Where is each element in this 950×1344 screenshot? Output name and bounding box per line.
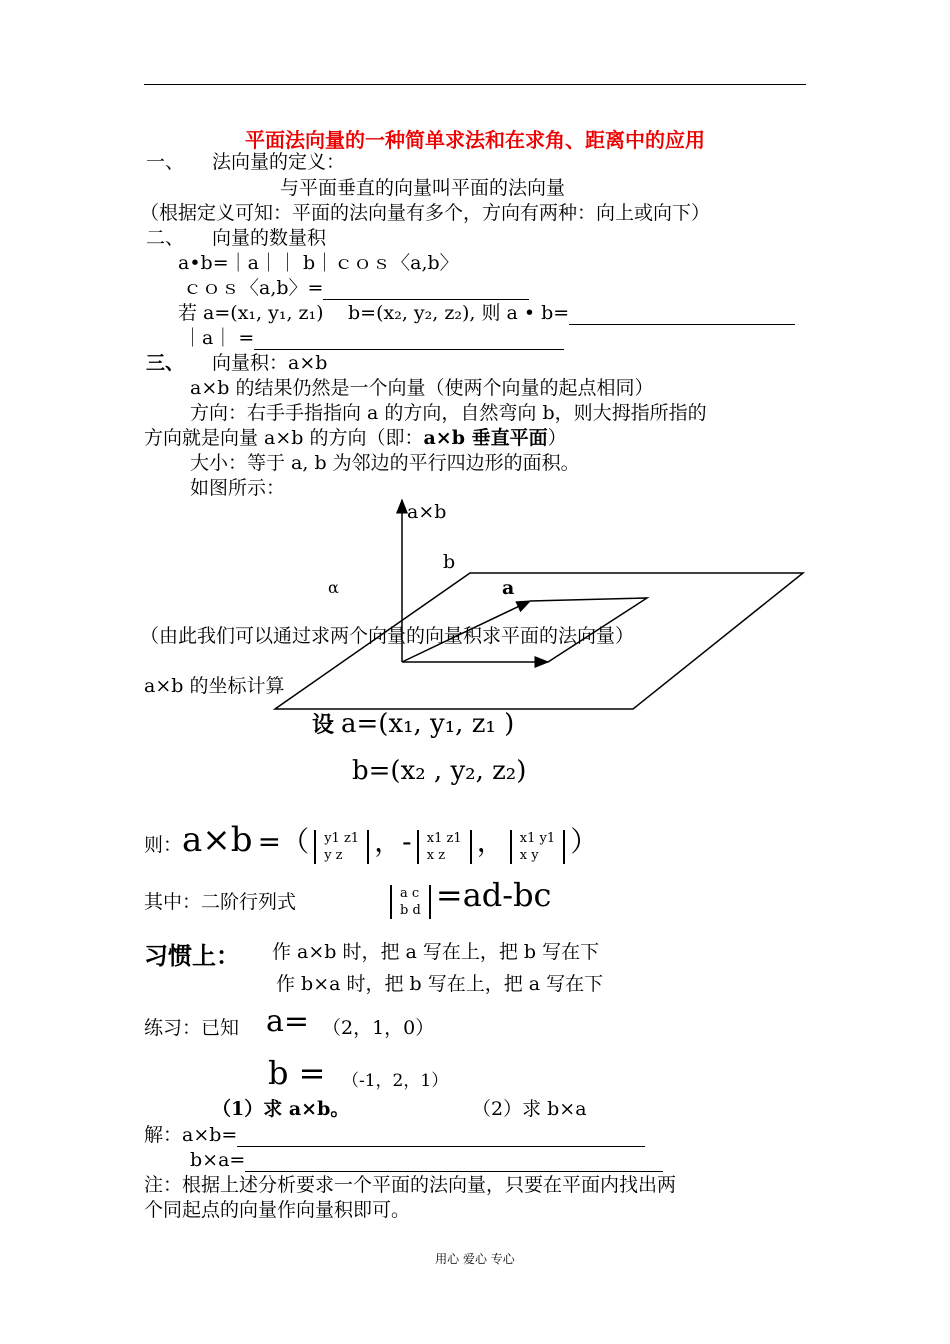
determinant-xz: [417, 830, 472, 864]
habit-label: 习惯上：: [144, 941, 240, 970]
cross-product-p2a: 方向：右手手指指向 a 的方向，自然弯向 b，则大拇指所指的: [190, 402, 707, 424]
solution-blank-2: [245, 1151, 663, 1172]
definition-text: 与平面垂直的向量叫平面的法向量: [280, 177, 566, 199]
set-label: 设: [312, 712, 335, 738]
label-b: b: [443, 551, 456, 573]
habit-line2: 作 b×a 时，把 b 写在上，把 a 写在下: [276, 973, 604, 995]
axb-big: a×b: [182, 820, 253, 860]
p2b-pre: 方向就是向量 a×b 的方向（即：: [144, 427, 424, 449]
given-a: 若 a=(x₁, y₁, z₁): [178, 302, 324, 324]
determinant-abcd: [390, 885, 431, 919]
det-label: 其中：二阶行列式: [144, 891, 297, 913]
p2b-bold: a×b 垂直平面: [423, 427, 548, 449]
sep-comma: ，: [476, 825, 505, 858]
exercise-b-value: （-1，2，1）: [342, 1071, 449, 1091]
det-result: =ad-bc: [435, 876, 552, 914]
b-definition: b=(x₂ , y₂, z₂): [352, 756, 527, 786]
solution-label-2: b×a=: [190, 1149, 246, 1171]
question-2: （2）求 b×a: [472, 1098, 587, 1120]
cross-formula: [144, 820, 598, 864]
sep-minus: ，-: [374, 825, 412, 858]
det2-row2: x z: [426, 847, 446, 863]
page-footer: 用心 爱心 专心: [435, 1252, 515, 1266]
cos-label: ｃｏｓ〈a,b〉=: [183, 277, 324, 299]
label-axb: a×b: [407, 501, 447, 523]
cross-product-p1: a×b 的结果仍然是一个向量（使两个向量的起点相同）: [190, 377, 654, 399]
det3-row1: x1 y1: [519, 830, 556, 846]
det3-row2: x y: [519, 847, 539, 863]
section1-number: 一、: [146, 151, 185, 173]
definition-note: （根据定义可知：平面的法向量有多个，方向有两种：向上或向下）: [140, 202, 711, 224]
dot-product-formula: a•b=｜a｜｜ b｜ｃｏｓ〈a,b〉: [178, 252, 459, 274]
solution-blank-1: [237, 1126, 645, 1147]
norm-label: ｜a｜ =: [183, 327, 255, 349]
a-definition: a=(x₁, y₁, z₁ ): [341, 709, 515, 739]
exercise-label: 练习：已知: [144, 1017, 240, 1039]
exercise-a: a=: [266, 1004, 310, 1039]
solution-line1: [144, 1123, 645, 1147]
solution-line2: [190, 1148, 663, 1172]
section2-number: 二、: [146, 227, 185, 249]
note-line2: 个同起点的向量作向量积即可。: [144, 1199, 411, 1221]
determinant-xy: [510, 830, 565, 864]
determinant-yz: [314, 830, 369, 864]
p2b-post: ）: [547, 427, 567, 449]
cross-product-p3: 大小：等于 a, b 为邻边的平行四边形的面积。: [190, 452, 580, 474]
set-a-line: [312, 708, 514, 739]
section3-number: 三、: [146, 352, 185, 374]
eq-open: =（: [257, 825, 310, 858]
label-alpha: α: [328, 578, 339, 597]
close-paren: ）: [570, 825, 599, 858]
exercise-a-value: （2，1，0）: [322, 1017, 435, 1039]
habit-line1: 作 a×b 时，把 a 写在上，把 b 写在下: [272, 941, 600, 963]
det1-row1: y1 z1: [324, 830, 360, 846]
cross-product-p4: 如图所示：: [190, 477, 286, 499]
section2-heading: 向量的数量积: [212, 227, 327, 249]
question-1: （1）求 a×b。: [212, 1098, 350, 1120]
det2-row1: x1 z1: [426, 830, 462, 846]
coord-heading: a×b 的坐标计算: [144, 675, 285, 697]
det-definition: [390, 876, 551, 919]
exercise-b: b =: [268, 1054, 326, 1092]
then-label: 则：: [144, 834, 183, 856]
solution-label: 解：a×b=: [144, 1124, 238, 1146]
det1-row2: y z: [324, 847, 343, 863]
given-b: b=(x₂, y₂, z₂), 则 a • b=: [348, 302, 570, 324]
section1-heading: 法向量的定义：: [212, 151, 346, 173]
det-row1: a c: [400, 885, 420, 901]
section3-heading: 向量积：a×b: [212, 352, 328, 374]
label-a: a: [502, 577, 515, 599]
page-title: 平面法向量的一种简单求法和在求角、距离中的应用: [245, 128, 705, 152]
note-line1: 注：根据上述分析要求一个平面的法向量，只要在平面内找出两: [144, 1174, 677, 1196]
conclusion-text: （由此我们可以通过求两个向量的向量积求平面的法向量）: [140, 625, 635, 647]
det-row2: b d: [400, 902, 421, 918]
